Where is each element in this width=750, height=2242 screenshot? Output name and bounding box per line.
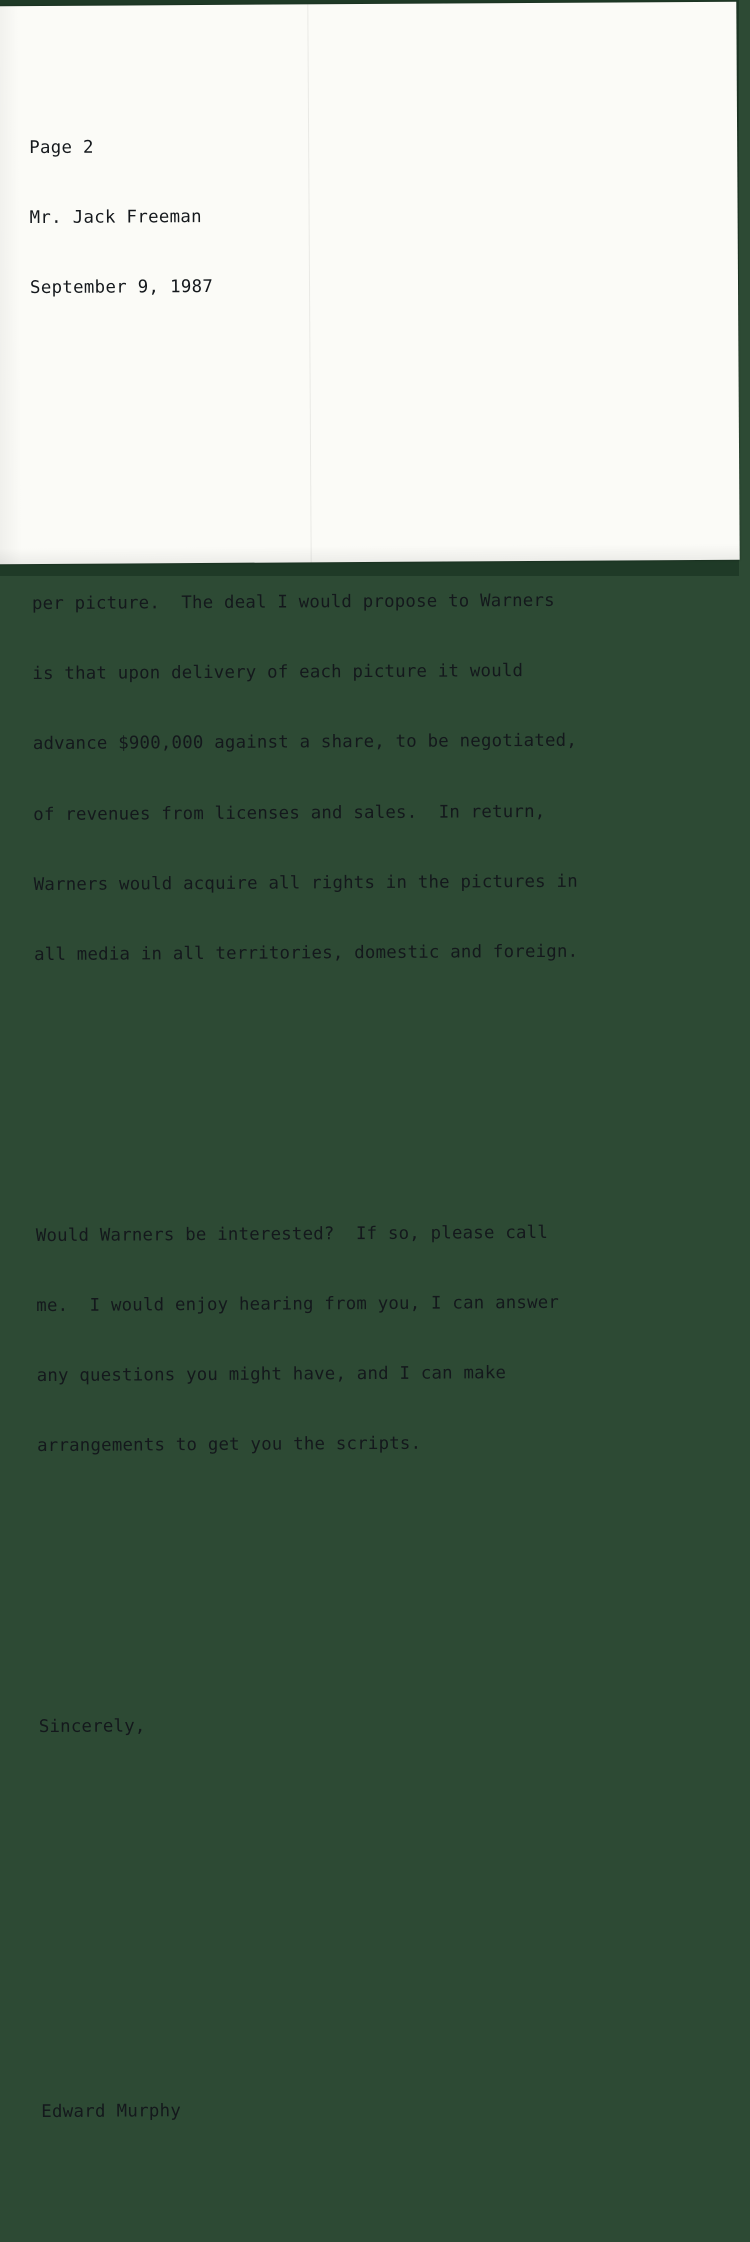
heading-body-gap bbox=[31, 414, 721, 476]
page-left-shadow bbox=[0, 6, 22, 564]
signer-name-line: Edward Murphy bbox=[41, 2101, 182, 2122]
salutation-line: Sincerely, bbox=[38, 1715, 146, 1737]
signature-space bbox=[40, 1852, 730, 1914]
paragraph-line: any questions you might have, and I can make bbox=[36, 1363, 507, 1386]
paragraph-line: Warners would acquire all rights in the pictures in bbox=[33, 871, 578, 895]
body-paragraph-1 bbox=[32, 542, 725, 1014]
letter-text bbox=[28, 16, 732, 2242]
paragraph-line: me. I would enjoy hearing from you, I can answer bbox=[36, 1292, 560, 1316]
paragraph-line: advance $900,000 against a share, to be negotiated, bbox=[32, 731, 578, 755]
paragraph-line: of revenues from licenses and sales. In return, bbox=[33, 801, 546, 825]
signature-space-extra bbox=[40, 1957, 730, 1984]
paragraph-line: arrangements to get you the scripts. bbox=[37, 1433, 422, 1457]
page-number-line: Page 2 bbox=[29, 137, 94, 159]
body-paragraph-2 bbox=[35, 1174, 727, 1506]
paragraph-line: is that upon delivery of each picture it would bbox=[32, 661, 524, 685]
paragraph-gap-1 bbox=[35, 1080, 725, 1107]
paragraph-gap-2 bbox=[38, 1571, 728, 1598]
paragraph-line: Would Warners be interested? If so, please call bbox=[35, 1222, 549, 1246]
letter-heading bbox=[29, 86, 721, 348]
date-line: September 9, 1987 bbox=[29, 277, 214, 299]
recipient-line: Mr. Jack Freeman bbox=[29, 207, 202, 229]
signer-block bbox=[41, 2050, 732, 2171]
paragraph-line: all media in all territories, domestic and foreign. bbox=[34, 941, 579, 966]
scanned-page bbox=[0, 2, 740, 2122]
paragraph-line: per picture. The deal I would propose to Warners bbox=[31, 590, 555, 614]
closing-salutation bbox=[38, 1665, 729, 1786]
